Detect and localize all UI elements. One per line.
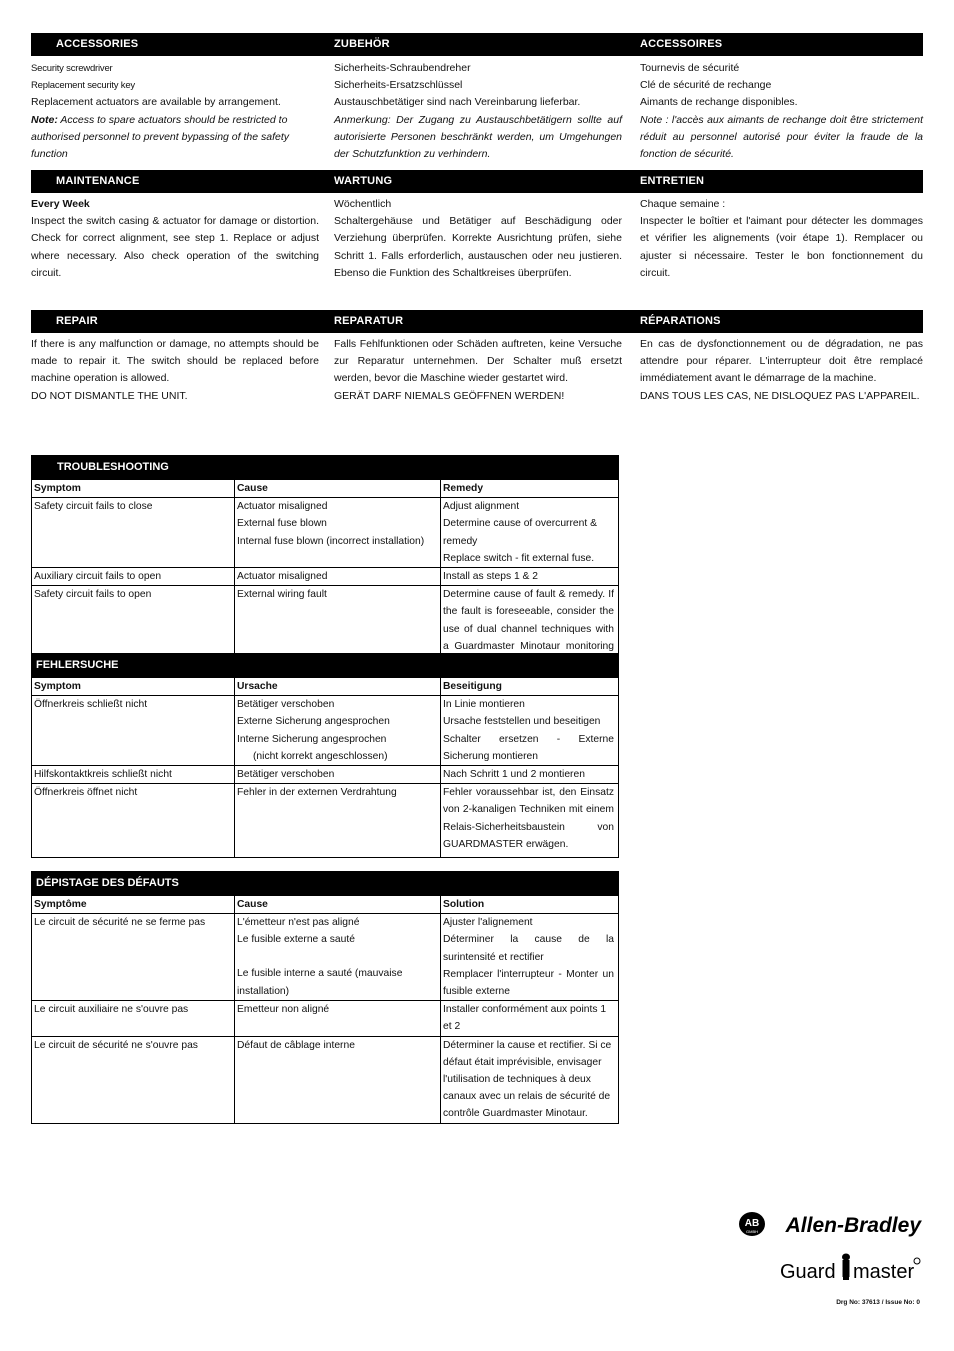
table-row: Le circuit de sécurité ne se ferme pas L'émetteur n'est pas aligné Le fusible externe a sauté Le fusible interne a sauté (mauvaise installation) Ajuster l'alignement Déterminer la cause de la surintensité et rectifier Remplacer l'interrupteur - Monter un fusible externe: [32, 913, 618, 1000]
maintenance-de: Wöchentlich Schaltergehäuse und Betätiger auf Beschädigung oder Verziehung überprüfen. Korrekte Ausrichtung prüfen, siehe Schritt 1. Falls erforderlich, austauschen oder neu justieren. Ebenso die Funktion des Schaltkreises überprüfen.: [334, 198, 622, 279]
maintenance-title-fr: ENTRETIEN: [640, 175, 705, 187]
repair-title-fr: RÉPARATIONS: [640, 315, 721, 327]
ab-badge-sub: GMBH: [746, 1229, 758, 1234]
table-row: Hilfskontaktkreis schließt nicht Betätiger verschoben Nach Schritt 1 und 2 montieren: [32, 765, 618, 783]
drawing-number: Drg No: 37613 / Issue No: 0: [836, 1299, 920, 1306]
maintenance-title-de: WARTUNG: [334, 175, 393, 187]
table-header-row: Symptom Cause Remedy: [32, 479, 618, 497]
brand-name: Allen-Bradley: [785, 1214, 921, 1237]
table-row: Öffnerkreis schließt nicht Betätiger verschoben Externe Sicherung angesprochen Interne Sicherung angesprochen (nicht korrekt angeschlossen) In Linie montieren Ursache feststellen und beseitigen Schalter ersetzen - Externe Sicherung montieren: [32, 695, 618, 765]
table-row: Safety circuit fails to open External wiring fault Determine cause of fault & remedy. If the fault is foreseeable, consider the use of dual channel techniques with a Guardmaster Minotaur monitoring: [32, 585, 618, 656]
repair-title-de: REPARATUR: [334, 315, 404, 327]
table-title: FEHLERSUCHE: [32, 654, 618, 677]
table-row: Le circuit auxiliaire ne s'ouvre pas Emetteur non aligné Installer conformément aux points 1 et 2: [32, 1000, 618, 1035]
repair-en: If there is any malfunction or damage, no attempts should be made to repair it. The switch should be replaced before machine operation is allowed. DO NOT DISMANTLE THE UNIT.: [31, 338, 319, 402]
maintenance-header-bar: [31, 170, 923, 193]
table-header-row: Symptom Ursache Beseitigung: [32, 677, 618, 695]
table-row: Le circuit de sécurité ne s'ouvre pas Défaut de câblage interne Déterminer la cause et rectifier. Si ce défaut était imprévisible, envisager l'utilisation de techniques à deux canaux avec un relais de sécurité de contrôle Guardmaster Minotaur.: [32, 1036, 618, 1123]
registered-mark-icon: [914, 1258, 920, 1264]
guardmaster-master: master: [853, 1261, 915, 1283]
accessories-header-bar: [31, 33, 923, 56]
table-title: TROUBLESHOOTING: [32, 456, 618, 479]
table-title: DÉPISTAGE DES DÉFAUTS: [32, 872, 618, 895]
maintenance-title-en: MAINTENANCE: [56, 175, 140, 187]
accessories-title-en: ACCESSORIES: [56, 38, 139, 50]
troubleshooting-table-en: [31, 455, 619, 657]
table-row: Safety circuit fails to close Actuator misaligned External fuse blown Internal fuse blown (incorrect installation) Adjust alignment Determine cause of overcurrent & remedy Replace switch - fit external fuse.: [32, 497, 618, 567]
accessories-en: Security screwdriver Replacement security key Replacement actuators are available by arrangement. Note: Access to spare actuators should be restricted to authorised personnel to prevent bypassing of the safety function: [31, 63, 289, 161]
ab-badge-text: AB: [744, 1218, 760, 1229]
table-header-row: Symptôme Cause Solution: [32, 895, 618, 913]
guardmaster-logo: [780, 1253, 923, 1285]
repair-title-en: REPAIR: [56, 315, 98, 327]
troubleshooting-table-de: [31, 653, 619, 858]
allen-bradley-logo: [738, 1210, 923, 1242]
repair-fr: En cas de dysfonctionnement ou de dégradation, ne pas attendre pour réparer. L'interrupteur doit être remplacé immédiatement avant le démarrage de la machine. DANS TOUS LES CAS, NE DISLOQUEZ PAS L'APPAREIL.: [640, 338, 923, 402]
table-row: Auxiliary circuit fails to open Actuator misaligned Install as steps 1 & 2: [32, 567, 618, 585]
repair-header-bar: [31, 310, 923, 333]
accessories-fr: Tournevis de sécurité Clé de sécurité de rechange Aimants de rechange disponibles. Note : l'accès aux aimants de rechange doit être strictement réduit au personnel autorisé pour éviter la fraude de la fonction de sécurité.: [640, 62, 923, 161]
maintenance-fr: Chaque semaine : Inspecter le boîtier et l'aimant pour détecter les dommages et vérifier les alignements (voir étape 1). Remplacer ou ajuster si nécessaire. Tester le bon fonctionnement du circuit.: [640, 198, 923, 279]
maintenance-en: Every Week Inspect the switch casing & actuator for damage or distortion. Check for correct alignment, see step 1. Replace or adjust where necessary. Also check operation of the switching circuit.: [31, 198, 319, 279]
guardsman-icon: [842, 1254, 850, 1281]
table-row: Öffnerkreis öffnet nicht Fehler in der externen Verdrahtung Fehler voraussehbar ist, den Einsatz von 2-kanaligen Techniken mit einem Relais-Sicherheitsbaustein von GUARDMASTER erwägen.: [32, 783, 618, 857]
troubleshooting-table-fr: [31, 871, 619, 1124]
accessories-title-fr: ACCESSOIRES: [640, 38, 723, 50]
accessories-title-de: ZUBEHÖR: [334, 38, 390, 50]
repair-de: Falls Fehlfunktionen oder Schäden auftreten, keine Versuche zur Reparatur unternehmen. Der Schalter muß ersetzt werden, bevor die Maschine wieder gestartet wird. GERÄT DARF NIEMALS GEÖFFNEN WERDEN!: [334, 338, 622, 402]
accessories-de: Sicherheits-Schraubendreher Sicherheits-Ersatzschlüssel Austauschbetätiger sind nach Vereinbarung lieferbar. Anmerkung: Der Zugang zu Austauschbetätigern sollte auf autorisierte Personen beschränkt werden, um Umgehungen der Schutzfunktion zu verhindern.: [334, 62, 622, 161]
guardmaster-guard: Guard: [780, 1261, 836, 1283]
